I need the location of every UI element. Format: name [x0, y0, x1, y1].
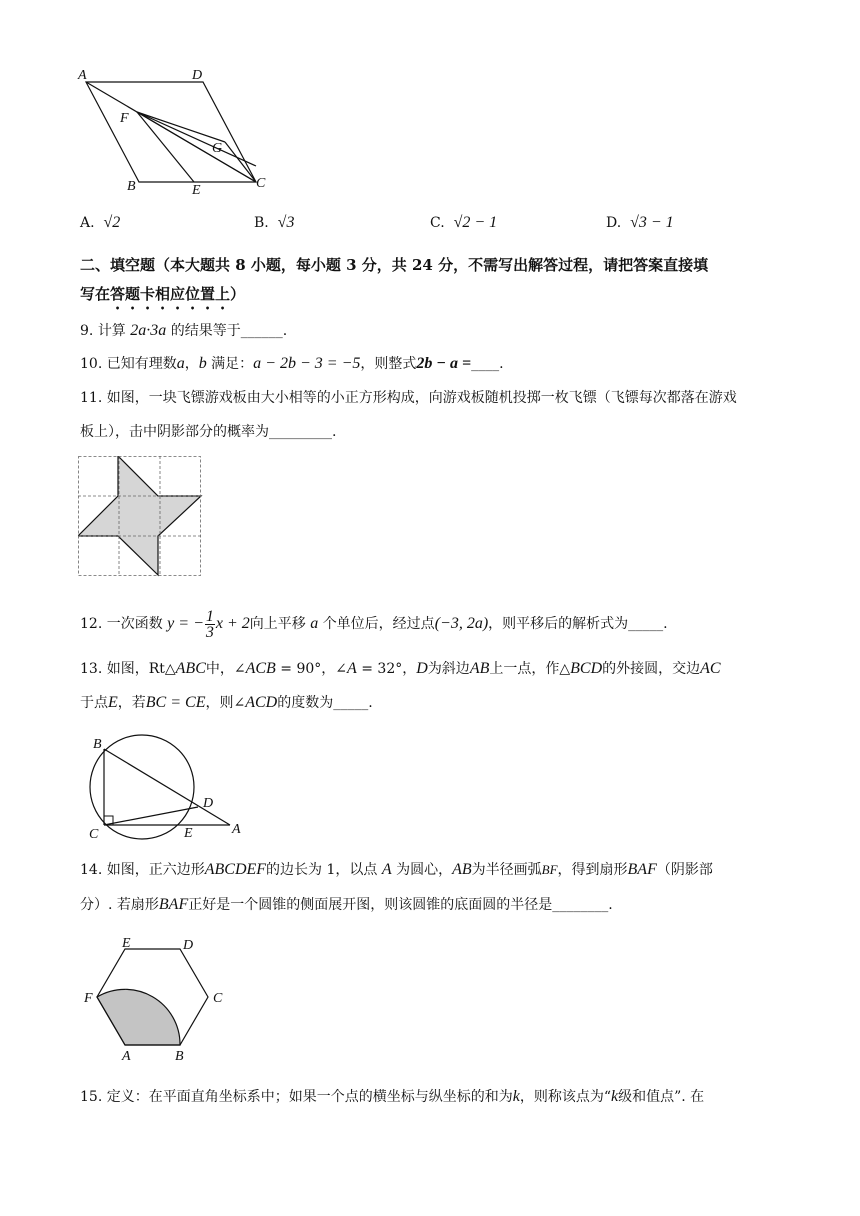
option-c: C. √2 − 1 [430, 214, 498, 231]
label-D: D [192, 68, 203, 83]
question-14-line2: 分）. 若扇形BAF正好是一个圆锥的侧面展开图，则该圆锥的底面圆的半径是________. [80, 896, 613, 913]
section-heading-cont: 写在答题卡相应位置上） [80, 285, 246, 303]
fraction-one-third: $\frac{1}{3}$ [205, 607, 214, 641]
label-E: E [184, 826, 193, 841]
question-11-line1: 11. 如图，一块飞镖游戏板由大小相等的小正方形构成，向游戏板随机投掷一枚飞镖（飞镖每次都落在游戏 [80, 390, 737, 406]
label-F: F [120, 111, 129, 126]
label-A: A [78, 68, 87, 83]
dartboard-figure [78, 456, 204, 578]
option-d: D. √3 − 1 [606, 214, 674, 231]
question-15: 15. 定义：在平面直角坐标系中；如果一个点的横坐标与纵坐标的和为k，则称该点为“k级和值点”. 在 [80, 1088, 705, 1105]
label-B: B [127, 179, 136, 194]
label-F: F [84, 991, 93, 1006]
question-10: 10. 已知有理数a，b 满足：a − 2b − 3 = −5，则整式2b − a =____. [80, 355, 504, 372]
label-G: G [212, 141, 223, 156]
label-D: D [203, 796, 214, 811]
label-A: A [122, 1049, 131, 1064]
label-C: C [256, 176, 266, 191]
hexagon-sector-figure [80, 934, 240, 1064]
question-13-line2: 于点E，若BC = CE，则∠ACD的度数为_____. [80, 694, 373, 711]
question-13-line1: 13. 如图，Rt△ABC中，∠ACB = 90°，∠A = 32°，D为斜边AB上一点，作△BCD的外接圆，交边AC [80, 660, 721, 677]
option-a: A. √2 [80, 214, 121, 231]
question-11-line2: 板上），击中阴影部分的概率为_________. [80, 424, 337, 440]
question-14-line1: 14. 如图，正六边形ABCDEF的边长为 1，以点 A 为圆心，AB为半径画弧BF，得到扇形BAF（阴影部 [80, 861, 713, 878]
shaded-star [78, 456, 201, 575]
label-D: D [183, 938, 194, 953]
circle-triangle-figure [80, 730, 260, 845]
parallelogram-figure [70, 62, 280, 197]
question-12: 12. 一次函数 y = − $\frac{1}{3}$ x + 2向上平移 a 个单位后，经过点(−3, 2a)，则平移后的解析式为_____. [80, 607, 668, 641]
label-C: C [89, 827, 99, 842]
label-A: A [232, 822, 241, 837]
option-b: B. √3 [254, 214, 295, 231]
label-E: E [192, 183, 201, 197]
section-heading: 二、填空题（本大题共 8 小题，每小题 3 分，共 24 分，不需写出解答过程，请把答案直接填 [80, 256, 709, 274]
question-9: 9. 计算 2a·3a 的结果等于______. [80, 322, 288, 339]
label-E: E [122, 936, 131, 951]
label-B: B [175, 1049, 184, 1064]
label-B: B [93, 737, 102, 752]
label-C: C [213, 991, 223, 1006]
